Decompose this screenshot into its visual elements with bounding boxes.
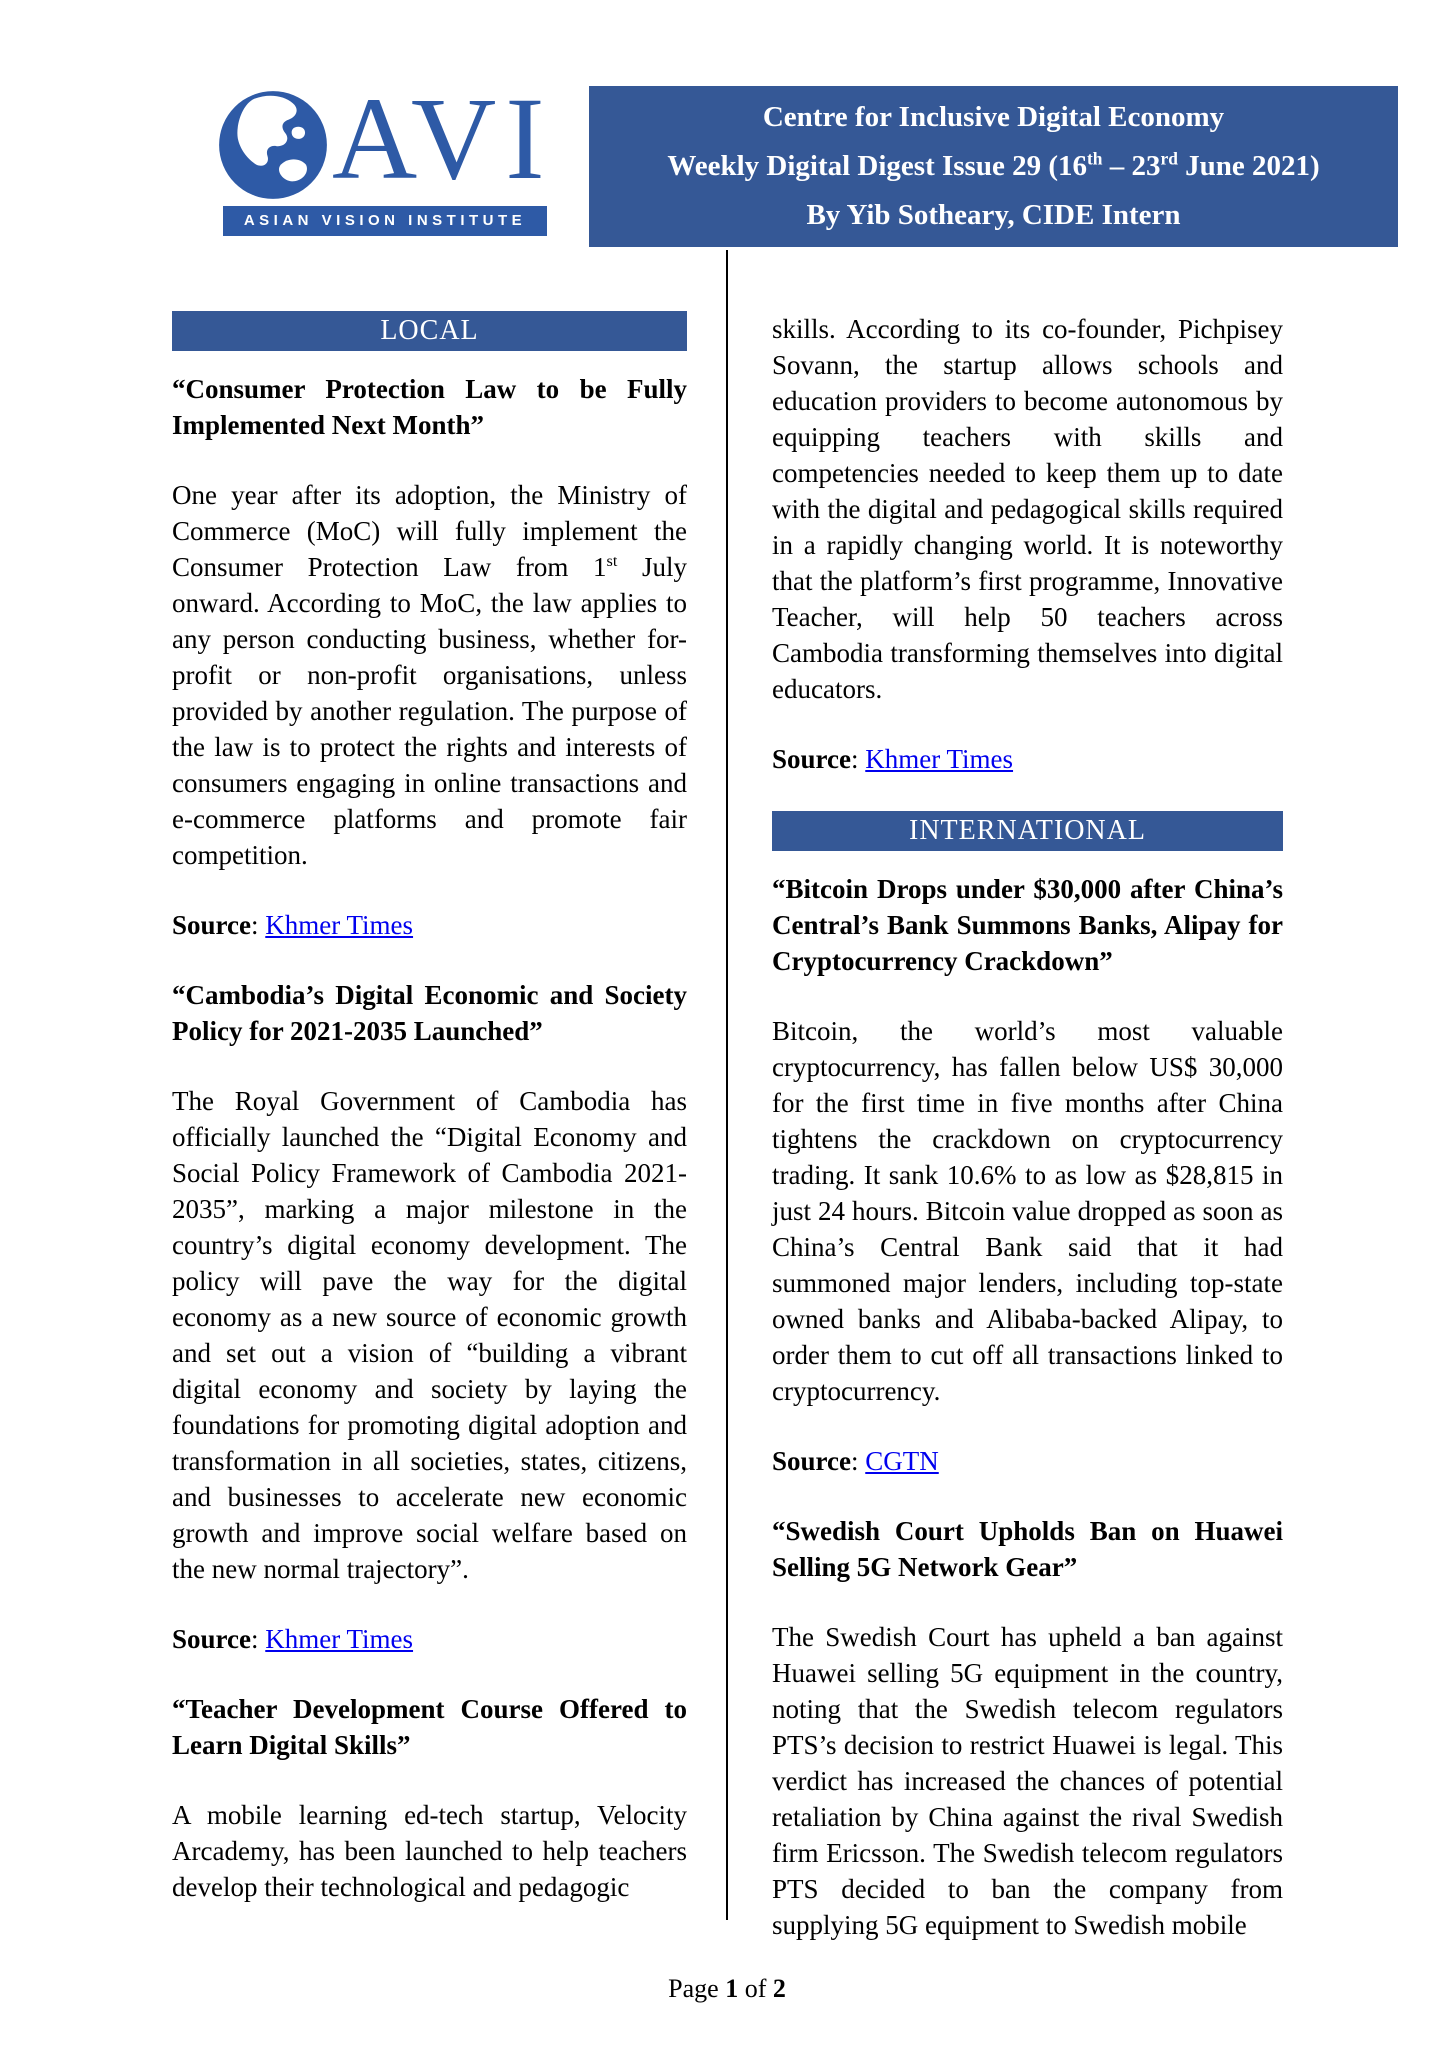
- article-body-teacher-course: A mobile learning ed-tech startup, Velocity Arcademy, has been launched to help teachers develop their technological and pedagogic: [172, 1800, 687, 1902]
- article-headline-bitcoin: “Bitcoin Drops under $30,000 after China’s Central’s Bank Summons Banks, Alipay for Cryptocurrency Crackdown”: [772, 874, 1283, 976]
- left-column: [172, 311, 687, 1905]
- article-headline-digital-policy: “Cambodia’s Digital Economic and Society Policy for 2021-2035 Launched”: [172, 980, 687, 1046]
- footer-page-number: 1: [725, 1974, 739, 2003]
- source-link-khmer-times-1[interactable]: Khmer Times: [265, 910, 414, 940]
- right-column: [772, 311, 1283, 1943]
- source-link-khmer-times-2[interactable]: Khmer Times: [265, 1624, 414, 1654]
- source-separator: :: [251, 910, 266, 940]
- column-divider: [726, 250, 728, 1920]
- article-body-digital-policy: The Royal Government of Cambodia has officially launched the “Digital Economy and Social Policy Framework of Cambodia 2021-2035”, marking a major milestone in the country’s digital economy development. The policy will pave the way for the digital economy as a new source of economic growth and set out a vision of “building a vibrant digital economy and society by laying the foundations for promoting digital adoption and transformation in all societies, states, citizens, and businesses to accelerate new economic growth and improve social welfare based on the new normal trajectory”.: [172, 1086, 687, 1584]
- issue-text-post: June 2021): [1177, 150, 1320, 182]
- source-line: [772, 741, 1283, 777]
- header-banner: [589, 86, 1398, 247]
- source-line: [772, 1443, 1283, 1479]
- section-header-local: LOCAL: [172, 311, 687, 351]
- banner-line-centre: Centre for Inclusive Digital Economy: [762, 101, 1225, 133]
- page-number-footer: [0, 1972, 1454, 2006]
- banner-line-author: By Yib Sotheary, CIDE Intern: [806, 199, 1181, 231]
- source-label: Source: [772, 1446, 851, 1476]
- article-body-bitcoin: Bitcoin, the world’s most valuable cryptocurrency, has fallen below US$ 30,000 for the first time in five months after China tightens the crackdown on cryptocurrency trading. It sank 10.6% to as low as $28,815 in just 24 hours. Bitcoin value dropped as soon as China’s Central Bank said that it had summoned major lenders, including top-state owned banks and Alibaba-backed Alipay, to order them to cut off all transactions linked to cryptocurrency.: [772, 1016, 1283, 1406]
- article-headline-swedish-court: “Swedish Court Upholds Ban on Huawei Selling 5G Network Gear”: [772, 1516, 1283, 1582]
- article-body-swedish-court: The Swedish Court has upheld a ban against Huawei selling 5G equipment in the country, noting that the Swedish telecom regulators PTS’s decision to restrict Huawei is legal. This verdict has increased the chances of potential retaliation by China against the rival Swedish firm Ericsson. The Swedish telecom regulators PTS decided to ban the company from supplying 5G equipment to Swedish mobile: [772, 1622, 1283, 1940]
- source-link-khmer-times-3[interactable]: Khmer Times: [865, 744, 1014, 774]
- source-line: [172, 907, 687, 943]
- issue-superscript-th: th: [1087, 148, 1103, 169]
- source-label: Source: [172, 910, 251, 940]
- source-label: Source: [172, 1624, 251, 1654]
- avi-logo-namebar: ASIAN VISION INSTITUTE: [223, 206, 547, 236]
- article-headline-consumer-protection: “Consumer Protection Law to be Fully Implemented Next Month”: [172, 374, 687, 440]
- source-line: [172, 1621, 687, 1657]
- issue-text-mid: – 23: [1102, 150, 1161, 182]
- source-link-cgtn[interactable]: CGTN: [865, 1446, 939, 1476]
- source-separator: :: [851, 744, 866, 774]
- footer-text-of: of: [738, 1974, 773, 2003]
- section-header-international: INTERNATIONAL: [772, 811, 1283, 851]
- article-body-teacher-course-continued: skills. According to its co-founder, Pichpisey Sovann, the startup allows schools and education providers to become autonomous by equipping teachers with skills and competencies needed to keep them up to date with the digital and pedagogical skills required in a rapidly changing world. It is noteworthy that the platform’s first programme, Innovative Teacher, will help 50 teachers across Cambodia transforming themselves into digital educators.: [772, 314, 1283, 704]
- superscript-st: st: [606, 552, 618, 570]
- footer-page-total: 2: [772, 1974, 786, 2003]
- source-separator: :: [251, 1624, 266, 1654]
- footer-text-page: Page: [668, 1974, 726, 2003]
- source-separator: :: [851, 1446, 866, 1476]
- issue-text-pre: Weekly Digital Digest Issue 29 (16: [667, 150, 1087, 182]
- body-run-pre: One year after its adoption, the Ministry of Commerce (MoC) will fully implement the Consumer Protection Law from 1: [172, 480, 687, 582]
- article-body-consumer-protection: [172, 477, 687, 873]
- article-headline-teacher-course: “Teacher Development Course Offered to Learn Digital Skills”: [172, 1694, 687, 1760]
- avi-globe-icon: [218, 90, 328, 200]
- avi-logo-text: AVI: [332, 73, 554, 204]
- source-label: Source: [772, 744, 851, 774]
- issue-superscript-rd: rd: [1160, 148, 1178, 169]
- body-run-post: July onward. According to MoC, the law applies to any person conducting business, whether for-profit or non-profit organisations, unless provided by another regulation. The purpose of the law is to protect the rights and interests of consumers engaging in online transactions and e-commerce platforms and promote fair competition.: [172, 552, 687, 870]
- banner-line-issue: [589, 142, 1398, 191]
